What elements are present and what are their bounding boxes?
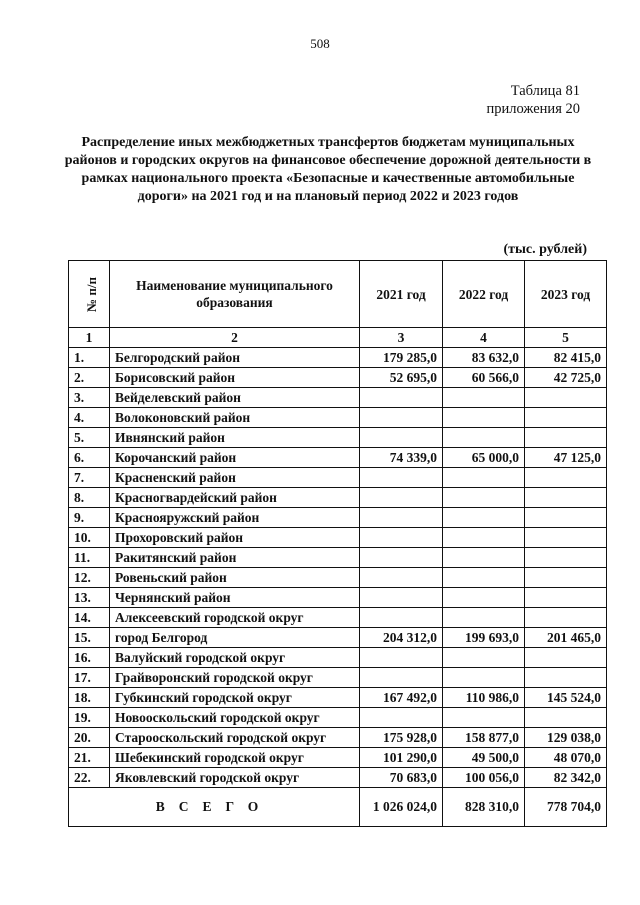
row-number: 4. bbox=[69, 408, 110, 428]
table-row bbox=[69, 648, 607, 668]
header-row bbox=[69, 261, 607, 328]
value-2021 bbox=[360, 468, 443, 488]
value-2022 bbox=[443, 428, 525, 448]
table-row bbox=[69, 628, 607, 648]
value-2022 bbox=[443, 708, 525, 728]
value-2023 bbox=[525, 508, 607, 528]
row-number: 21. bbox=[69, 748, 110, 768]
municipality-name: Ракитянский район bbox=[110, 548, 360, 568]
municipality-name: город Белгород bbox=[110, 628, 360, 648]
table-row bbox=[69, 748, 607, 768]
value-2022: 65 000,0 bbox=[443, 448, 525, 468]
table-row bbox=[69, 428, 607, 448]
value-2022 bbox=[443, 588, 525, 608]
value-2022: 49 500,0 bbox=[443, 748, 525, 768]
table-ref-line1: Таблица 81 bbox=[510, 83, 580, 99]
total-2022: 828 310,0 bbox=[443, 788, 525, 827]
value-2021: 175 928,0 bbox=[360, 728, 443, 748]
value-2021: 101 290,0 bbox=[360, 748, 443, 768]
municipality-name: Краснояружский район bbox=[110, 508, 360, 528]
table-reference bbox=[487, 82, 580, 118]
municipality-name: Новооскольский городской округ bbox=[110, 708, 360, 728]
allocation-table bbox=[68, 260, 607, 827]
value-2022: 60 566,0 bbox=[443, 368, 525, 388]
value-2023 bbox=[525, 548, 607, 568]
row-number: 16. bbox=[69, 648, 110, 668]
value-2021 bbox=[360, 508, 443, 528]
total-row bbox=[69, 788, 607, 827]
table-row bbox=[69, 688, 607, 708]
table-row bbox=[69, 348, 607, 368]
col-number-5: 5 bbox=[525, 328, 607, 348]
municipality-name: Валуйский городской округ bbox=[110, 648, 360, 668]
table-row bbox=[69, 548, 607, 568]
value-2023: 129 038,0 bbox=[525, 728, 607, 748]
row-number: 17. bbox=[69, 668, 110, 688]
value-2022 bbox=[443, 608, 525, 628]
value-2021 bbox=[360, 648, 443, 668]
value-2021 bbox=[360, 408, 443, 428]
municipality-name: Чернянский район bbox=[110, 588, 360, 608]
value-2021 bbox=[360, 388, 443, 408]
value-2023 bbox=[525, 528, 607, 548]
value-2021 bbox=[360, 428, 443, 448]
value-2023 bbox=[525, 408, 607, 428]
value-2023 bbox=[525, 588, 607, 608]
value-2023 bbox=[525, 708, 607, 728]
value-2021 bbox=[360, 608, 443, 628]
municipality-name: Красногвардейский район bbox=[110, 488, 360, 508]
units-label: (тыс. рублей) bbox=[503, 242, 587, 257]
value-2022 bbox=[443, 568, 525, 588]
table-row bbox=[69, 588, 607, 608]
value-2022: 100 056,0 bbox=[443, 768, 525, 788]
value-2021: 204 312,0 bbox=[360, 628, 443, 648]
col-number-2: 2 bbox=[110, 328, 360, 348]
value-2022 bbox=[443, 668, 525, 688]
header-2022: 2022 год bbox=[443, 261, 525, 328]
table-row bbox=[69, 448, 607, 468]
municipality-name: Ивнянский район bbox=[110, 428, 360, 448]
table-row bbox=[69, 568, 607, 588]
page-number: 508 bbox=[310, 36, 330, 51]
table-row bbox=[69, 608, 607, 628]
value-2022 bbox=[443, 408, 525, 428]
table-row bbox=[69, 388, 607, 408]
table-row bbox=[69, 488, 607, 508]
value-2021: 74 339,0 bbox=[360, 448, 443, 468]
value-2022: 110 986,0 bbox=[443, 688, 525, 708]
table-row bbox=[69, 528, 607, 548]
document-title: Распределение иных межбюджетных трансфертов бюджетам муниципальных районов и городских округов на финансовое обеспечение дорожной деятельности в рамках национального проекта «Безопасные и качественные автомобильные дороги» на 2021 год и на плановый период 2022 и 2023 годов bbox=[64, 135, 592, 204]
value-2023: 47 125,0 bbox=[525, 448, 607, 468]
value-2021 bbox=[360, 488, 443, 508]
municipality-name: Прохоровский район bbox=[110, 528, 360, 548]
municipality-name: Алексеевский городской округ bbox=[110, 608, 360, 628]
header-name: Наименование муниципального образования bbox=[110, 261, 360, 328]
row-number: 10. bbox=[69, 528, 110, 548]
value-2023 bbox=[525, 568, 607, 588]
value-2022 bbox=[443, 388, 525, 408]
col-number-3: 3 bbox=[360, 328, 443, 348]
row-number: 6. bbox=[69, 448, 110, 468]
total-label: ВСЕГО bbox=[69, 788, 360, 827]
row-number: 12. bbox=[69, 568, 110, 588]
value-2023 bbox=[525, 388, 607, 408]
value-2021 bbox=[360, 588, 443, 608]
header-num-label: № п/п bbox=[83, 276, 99, 312]
table-row bbox=[69, 668, 607, 688]
row-number: 13. bbox=[69, 588, 110, 608]
row-number: 7. bbox=[69, 468, 110, 488]
municipality-name: Волоконовский район bbox=[110, 408, 360, 428]
value-2021: 179 285,0 bbox=[360, 348, 443, 368]
value-2023 bbox=[525, 608, 607, 628]
total-2023: 778 704,0 bbox=[525, 788, 607, 827]
value-2023: 82 415,0 bbox=[525, 348, 607, 368]
value-2023 bbox=[525, 648, 607, 668]
value-2022: 83 632,0 bbox=[443, 348, 525, 368]
row-number: 18. bbox=[69, 688, 110, 708]
header-2021: 2021 год bbox=[360, 261, 443, 328]
column-number-row bbox=[69, 328, 607, 348]
row-number: 14. bbox=[69, 608, 110, 628]
municipality-name: Красненский район bbox=[110, 468, 360, 488]
value-2021: 70 683,0 bbox=[360, 768, 443, 788]
value-2022 bbox=[443, 548, 525, 568]
row-number: 8. bbox=[69, 488, 110, 508]
municipality-name: Белгородский район bbox=[110, 348, 360, 368]
value-2023: 48 070,0 bbox=[525, 748, 607, 768]
value-2022: 199 693,0 bbox=[443, 628, 525, 648]
header-num bbox=[69, 261, 110, 328]
value-2023: 42 725,0 bbox=[525, 368, 607, 388]
total-2021: 1 026 024,0 bbox=[360, 788, 443, 827]
row-number: 15. bbox=[69, 628, 110, 648]
municipality-name: Губкинский городской округ bbox=[110, 688, 360, 708]
table-row bbox=[69, 368, 607, 388]
row-number: 20. bbox=[69, 728, 110, 748]
value-2023 bbox=[525, 668, 607, 688]
table-row bbox=[69, 728, 607, 748]
table-row bbox=[69, 508, 607, 528]
row-number: 2. bbox=[69, 368, 110, 388]
municipality-name: Грайворонский городской округ bbox=[110, 668, 360, 688]
table-row bbox=[69, 468, 607, 488]
value-2023: 145 524,0 bbox=[525, 688, 607, 708]
table-row bbox=[69, 408, 607, 428]
table-body bbox=[69, 348, 607, 788]
row-number: 9. bbox=[69, 508, 110, 528]
value-2021 bbox=[360, 568, 443, 588]
col-number-1: 1 bbox=[69, 328, 110, 348]
value-2022: 158 877,0 bbox=[443, 728, 525, 748]
municipality-name: Ровеньский район bbox=[110, 568, 360, 588]
value-2023 bbox=[525, 428, 607, 448]
row-number: 22. bbox=[69, 768, 110, 788]
table-row bbox=[69, 768, 607, 788]
value-2023 bbox=[525, 488, 607, 508]
municipality-name: Яковлевский городской округ bbox=[110, 768, 360, 788]
value-2022 bbox=[443, 528, 525, 548]
value-2023: 82 342,0 bbox=[525, 768, 607, 788]
row-number: 19. bbox=[69, 708, 110, 728]
value-2022 bbox=[443, 488, 525, 508]
municipality-name: Вейделевский район bbox=[110, 388, 360, 408]
row-number: 3. bbox=[69, 388, 110, 408]
value-2023 bbox=[525, 468, 607, 488]
value-2022 bbox=[443, 508, 525, 528]
municipality-name: Шебекинский городской округ bbox=[110, 748, 360, 768]
row-number: 5. bbox=[69, 428, 110, 448]
table-row bbox=[69, 708, 607, 728]
value-2022 bbox=[443, 648, 525, 668]
value-2021 bbox=[360, 668, 443, 688]
value-2021 bbox=[360, 548, 443, 568]
row-number: 11. bbox=[69, 548, 110, 568]
value-2021: 167 492,0 bbox=[360, 688, 443, 708]
table-ref-line2: приложения 20 bbox=[486, 101, 580, 117]
col-number-4: 4 bbox=[443, 328, 525, 348]
header-2023: 2023 год bbox=[525, 261, 607, 328]
municipality-name: Корочанский район bbox=[110, 448, 360, 468]
row-number: 1. bbox=[69, 348, 110, 368]
value-2021 bbox=[360, 708, 443, 728]
municipality-name: Борисовский район bbox=[110, 368, 360, 388]
value-2022 bbox=[443, 468, 525, 488]
municipality-name: Старооскольский городской округ bbox=[110, 728, 360, 748]
value-2021 bbox=[360, 528, 443, 548]
value-2021: 52 695,0 bbox=[360, 368, 443, 388]
value-2023: 201 465,0 bbox=[525, 628, 607, 648]
